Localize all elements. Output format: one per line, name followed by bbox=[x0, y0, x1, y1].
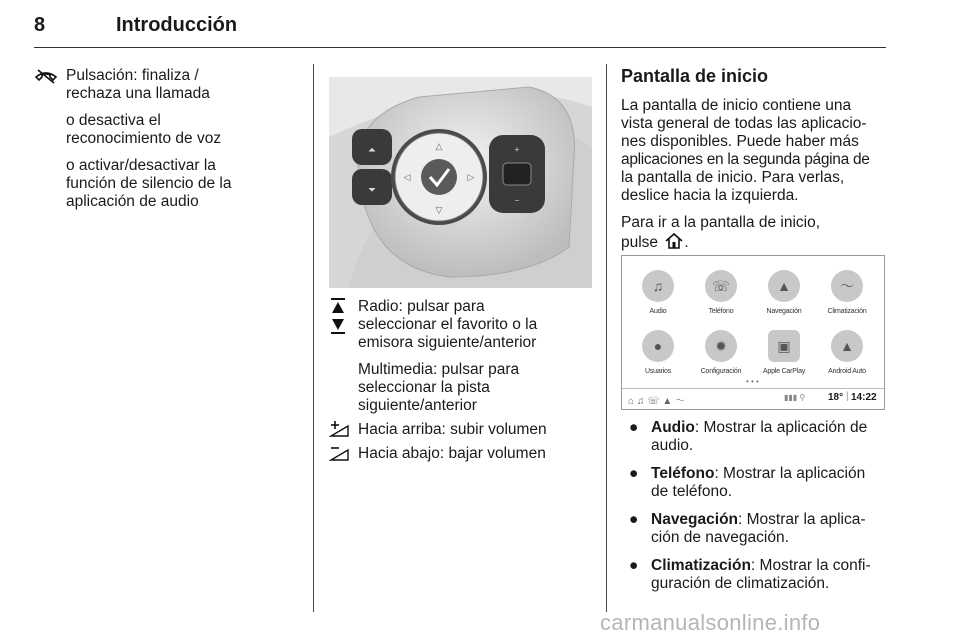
list-item bbox=[629, 511, 891, 547]
column-divider-1 bbox=[313, 64, 314, 612]
bullet-dot: ● bbox=[629, 557, 639, 574]
signal-icon: ▮▮▮ ⚲ bbox=[784, 393, 806, 402]
radio-description bbox=[358, 298, 598, 415]
text-line: o desactiva el bbox=[66, 112, 161, 129]
volume-down-icon bbox=[329, 444, 347, 462]
text-line: aplicación de audio bbox=[66, 193, 199, 210]
term: Teléfono bbox=[651, 465, 715, 482]
app-label: Climatización bbox=[827, 308, 867, 315]
watermark: carmanualsonline.info bbox=[600, 610, 821, 635]
volume-down-label: Hacia abajo: bajar volumen bbox=[358, 445, 546, 462]
desc-cont: audio. bbox=[651, 437, 694, 454]
app-label: Audio bbox=[649, 308, 667, 315]
text-line: rechaza una llamada bbox=[66, 85, 210, 102]
svg-text:▷: ▷ bbox=[467, 172, 475, 182]
home-icon: ⌂ ♫ ☏ ▲ 〜 bbox=[628, 396, 686, 407]
bullet-dot: ● bbox=[629, 465, 639, 482]
desc: : Mostrar la aplica- bbox=[738, 511, 866, 528]
app-carplay bbox=[756, 330, 812, 375]
hang-up-phone-icon bbox=[34, 68, 58, 84]
term: Climatización bbox=[651, 557, 751, 574]
android-auto-icon: ▲ bbox=[831, 330, 863, 362]
text-line: deslice hacia la izquierda. bbox=[621, 187, 799, 204]
desc: : Mostrar la confi- bbox=[750, 557, 871, 574]
seek-up-down-icon bbox=[329, 297, 347, 335]
svg-text:△: △ bbox=[435, 141, 443, 151]
text-line: Para ir a la pantalla de inicio, bbox=[621, 214, 821, 231]
climate-icon: 〜 bbox=[831, 270, 863, 302]
status-bar bbox=[622, 388, 884, 409]
bullet-dot: ● bbox=[629, 511, 639, 528]
gear-icon: ✹ bbox=[705, 330, 737, 362]
text-line: reconocimiento de voz bbox=[66, 130, 222, 147]
text-line: vista general de todas las aplicacio- bbox=[621, 115, 867, 132]
page-number: 8 bbox=[34, 14, 46, 36]
chapter-title: Introducción bbox=[116, 14, 238, 36]
home-screen-image bbox=[621, 255, 885, 410]
app-label: Android Auto bbox=[828, 368, 866, 375]
text-line: Pulsación: finaliza / bbox=[66, 67, 199, 84]
app-label: Navegación bbox=[766, 308, 802, 315]
separator: | bbox=[846, 391, 849, 402]
temperature: 18° bbox=[828, 392, 844, 403]
app-users bbox=[630, 330, 686, 375]
text-line: seleccionar el favorito o la bbox=[358, 316, 538, 333]
volume-up-icon bbox=[329, 420, 347, 438]
text-fragment: pulse bbox=[621, 234, 659, 251]
desc: : Mostrar la aplicación bbox=[714, 465, 866, 482]
music-note-icon: ♫ bbox=[642, 270, 674, 302]
text-line: emisora siguiente/anterior bbox=[358, 334, 537, 351]
list-item bbox=[629, 419, 891, 455]
term: Navegación bbox=[651, 511, 739, 528]
app-phone bbox=[693, 270, 749, 315]
user-icon: ● bbox=[642, 330, 674, 362]
text-line: seleccionar la pista bbox=[358, 379, 490, 396]
section-heading: Pantalla de inicio bbox=[621, 66, 769, 86]
svg-text:◁: ◁ bbox=[403, 172, 411, 182]
text-line: Radio: pulsar para bbox=[358, 298, 485, 315]
app-label: Usuarios bbox=[644, 368, 672, 375]
app-audio bbox=[630, 270, 686, 315]
svg-text:▽: ▽ bbox=[435, 205, 443, 215]
text-line: Multimedia: pulsar para bbox=[358, 361, 520, 378]
steering-wheel-controls-image bbox=[329, 77, 592, 288]
svg-text:+: + bbox=[514, 145, 520, 154]
text-line: o activar/desactivar la bbox=[66, 157, 216, 174]
text-line: la pantalla de inicio. Para verlas, bbox=[621, 169, 845, 186]
app-navigation bbox=[756, 270, 812, 315]
text-line: La pantalla de inicio contiene una bbox=[621, 97, 852, 114]
home-icon bbox=[664, 232, 684, 255]
text-line: nes disponibles. Puede haber más bbox=[621, 133, 859, 150]
svg-text:−: − bbox=[514, 196, 520, 205]
phone-icon: ☏ bbox=[705, 270, 737, 302]
volume-up-label: Hacia arriba: subir volumen bbox=[358, 421, 547, 438]
col3-body bbox=[621, 97, 889, 255]
column-divider-2 bbox=[606, 64, 607, 612]
header-rule bbox=[34, 47, 886, 48]
app-label: Teléfono bbox=[708, 308, 734, 315]
svg-text:⏷: ⏷ bbox=[368, 185, 376, 196]
desc-cont: ción de navegación. bbox=[651, 529, 789, 546]
app-settings bbox=[693, 330, 749, 375]
list-item bbox=[629, 465, 891, 501]
navigation-arrow-icon: ▲ bbox=[768, 270, 800, 302]
desc-cont: guración de climatización. bbox=[651, 575, 830, 592]
term: Audio bbox=[651, 419, 695, 436]
list-item bbox=[629, 557, 891, 593]
text-line: función de silencio de la bbox=[66, 175, 232, 192]
bullet-dot: ● bbox=[629, 419, 639, 436]
col1-text bbox=[66, 67, 296, 211]
desc-cont: de teléfono. bbox=[651, 483, 733, 500]
text-line: siguiente/anterior bbox=[358, 397, 477, 414]
text-line bbox=[621, 232, 889, 255]
svg-text:⏶: ⏶ bbox=[368, 145, 376, 156]
text-fragment: . bbox=[684, 234, 689, 251]
app-bullet-list bbox=[629, 419, 891, 603]
clock: 14:22 bbox=[851, 392, 877, 403]
app-label: Apple CarPlay bbox=[762, 368, 806, 375]
desc: : Mostrar la aplicación de bbox=[694, 419, 868, 436]
app-label: Configuración bbox=[700, 368, 742, 375]
page-dots: • • • bbox=[746, 377, 759, 386]
text-line: aplicaciones en la segunda página de bbox=[621, 151, 870, 168]
carplay-icon: ▣ bbox=[768, 330, 800, 362]
app-android-auto bbox=[819, 330, 875, 375]
app-climate bbox=[819, 270, 875, 315]
